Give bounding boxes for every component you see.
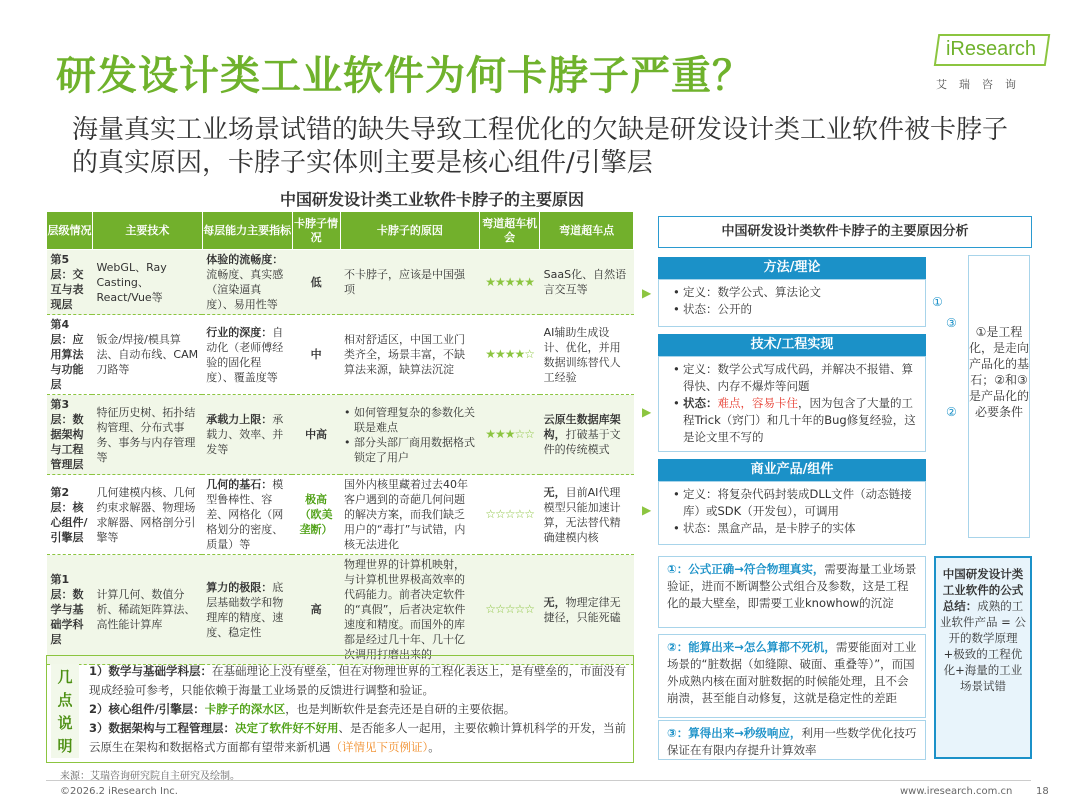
tech-state-highlight: 难点，容易卡住 bbox=[717, 396, 798, 410]
metric-title: 行业的深度： bbox=[206, 325, 273, 339]
metric-text: 自动化（老师傅经验的固化程度）、覆盖度等 bbox=[206, 325, 284, 384]
reason-cell: 相对舒适区，中国工业门类齐全，场景丰富，不缺算法来源，缺算法沉淀 bbox=[340, 315, 480, 395]
product-def: • 定义：将复杂代码封装成DLL文件（动态链接库）或SDK（开发包），可调用 bbox=[673, 486, 919, 520]
level-cell: 中 bbox=[292, 315, 340, 395]
metric-cell bbox=[202, 395, 292, 475]
reason-cell: 物理世界的计算机映射，与计算机世界极高效率的代码能力。前者决定软件的“真假”，后者决定软件速度和精度。而国外的库都是经过几十年、几十亿次调用打磨出来的 bbox=[340, 555, 480, 665]
note-1-head: 1）数学与基础学科层： bbox=[89, 664, 213, 678]
notes-label: 几点说明 bbox=[51, 664, 79, 758]
logo-subtext: 艾瑞咨询 bbox=[936, 78, 1028, 91]
col-header: 卡脖子的原因 bbox=[340, 212, 480, 250]
section-method-body bbox=[658, 279, 926, 327]
note-2-head: 2）核心组件/引擎层： bbox=[89, 702, 205, 716]
notes-box bbox=[46, 655, 634, 763]
note-3-body: 、是否能多人一起用，主要依赖计算机科学的开发，当前云原生在架构和数据格式方面都有望带来新机遇 bbox=[89, 721, 627, 754]
tech-def: • 定义：数学公式写成代码，并解决不报错、算得快、内存不爆炸等问题 bbox=[673, 361, 919, 395]
stars-rating: ★★★★☆ bbox=[480, 315, 540, 395]
col-header: 弯道超车机会 bbox=[480, 212, 540, 250]
layer-table bbox=[46, 211, 634, 665]
method-def: • 定义：数学公式、算法论文 bbox=[673, 284, 919, 301]
metric-text: 底层基础数学和物理库的精度、速度、稳定性 bbox=[206, 580, 284, 639]
section-product-title: 商业产品/组件 bbox=[658, 459, 926, 481]
analysis-heading: 中国研发设计类软件卡脖子的主要原因分析 bbox=[658, 216, 1032, 248]
section-tech-body bbox=[658, 356, 926, 452]
method-state: • 状态：公开的 bbox=[673, 301, 919, 318]
product-state: • 状态：黑盒产品，是卡脖子的实体 bbox=[673, 520, 919, 537]
note-3-link[interactable]: （详情见下页例证） bbox=[330, 740, 429, 754]
note-3-end: 。 bbox=[428, 740, 440, 754]
note-box-3-body: 利用一些数学优化技巧保证在有限内存提升计算效率 bbox=[667, 726, 917, 757]
circle-1-icon: ① bbox=[932, 295, 943, 309]
source-note: 来源：艾瑞咨询研究院自主研究及绘制。 bbox=[60, 771, 240, 782]
arrow-right-icon: ▶ bbox=[642, 405, 652, 419]
table-row bbox=[47, 315, 634, 395]
tech-cell: WebGL、Ray Casting、React/Vue等 bbox=[92, 250, 202, 315]
col-header: 卡脖子情况 bbox=[292, 212, 340, 250]
note-box-2-body: 需要能面对工业场景的“脏数据（如缝隙、破面、重叠等）”，而国外成熟内核在面对脏数据的时候能处理，且不会崩溃，甚至能自动修复，这就是稳定性的差距 bbox=[667, 640, 917, 705]
layer-cell: 第2层：核心组件/引擎层 bbox=[47, 475, 93, 555]
metric-cell bbox=[202, 250, 292, 315]
page-number: 18 bbox=[1036, 786, 1049, 797]
metric-title: 算力的极限： bbox=[206, 580, 273, 594]
formula-head: 中国研发设计类工业软件的公式总结： bbox=[942, 567, 1024, 613]
point-cell: AI辅助生成设计、优化，并用数据训练替代人工经验 bbox=[540, 315, 634, 395]
reason-bullet: • 部分头部厂商用数据格式锁定了用户 bbox=[344, 435, 476, 465]
col-header: 主要技术 bbox=[92, 212, 202, 250]
tech-cell: 计算几何、数值分析、稀疏矩阵算法、高性能计算库 bbox=[92, 555, 202, 665]
point-title: 无， bbox=[543, 485, 566, 499]
metric-cell bbox=[202, 475, 292, 555]
note-2-body: ，也是判断软件是套壳还是自研的主要依据。 bbox=[285, 702, 516, 716]
stars-rating: ☆☆☆☆☆ bbox=[480, 475, 540, 555]
table-row bbox=[47, 555, 634, 665]
stars-rating: ☆☆☆☆☆ bbox=[480, 555, 540, 665]
note-box-1-head: ①：公式正确→符合物理真实， bbox=[667, 562, 825, 576]
copyright-text: ©2026.2 iResearch Inc. bbox=[60, 786, 178, 797]
level-cell: 极高（欧美垄断） bbox=[292, 475, 340, 555]
point-text: 打破基于文件的传统模式 bbox=[543, 428, 621, 456]
reason-cell: 不卡脖子，应该是中国强项 bbox=[340, 250, 480, 315]
note-3-head: 3）数据架构与工程管理层： bbox=[89, 721, 236, 735]
metric-text: 流畅度、真实感（渲染逼真度）、易用性等 bbox=[206, 268, 284, 311]
iresearch-logo bbox=[926, 30, 1056, 100]
metric-text: 承载力、效率、并发等 bbox=[206, 413, 284, 456]
notes-text bbox=[89, 662, 629, 757]
section-tech-title: 技术/工程实现 bbox=[658, 334, 926, 356]
table-caption: 中国研发设计类工业软件卡脖子的主要原因 bbox=[280, 190, 585, 209]
table-row bbox=[47, 250, 634, 315]
note-box-3 bbox=[658, 720, 926, 760]
point-cell bbox=[540, 475, 634, 555]
page-title: 研发设计类工业软件为何卡脖子严重？ bbox=[56, 53, 753, 99]
level-cell: 低 bbox=[292, 250, 340, 315]
note-2-highlight: 卡脖子的深水区 bbox=[204, 702, 286, 716]
note-box-1 bbox=[658, 556, 926, 628]
reason-cell bbox=[340, 395, 480, 475]
tech-state-head: 状态： bbox=[683, 396, 718, 410]
tech-cell: 几何建模内核、几何约束求解器、物理场求解器、网格剖分引擎等 bbox=[92, 475, 202, 555]
tech-cell: 钣金/焊接/模具算法、自动布线、CAM刀路等 bbox=[92, 315, 202, 395]
formula-body: 成熟的工业软件产品 = 公开的数学原理+极致的工程优化+海量的工业场景试错 bbox=[940, 599, 1026, 693]
stars-rating: ★★★☆☆ bbox=[480, 395, 540, 475]
table-header-row bbox=[47, 212, 634, 250]
arrow-right-icon: ▶ bbox=[642, 286, 652, 300]
side-note-box: ①是工程化，是走向产品化的基石；②和③是产品化的必要条件 bbox=[968, 255, 1030, 538]
stars-rating: ★★★★★ bbox=[480, 250, 540, 315]
point-cell bbox=[540, 555, 634, 665]
point-cell bbox=[540, 395, 634, 475]
metric-title: 几何的基石： bbox=[206, 478, 273, 491]
metric-cell bbox=[202, 315, 292, 395]
point-text: 物理定律无捷径，只能死磕 bbox=[543, 595, 621, 624]
arrow-right-icon: ▶ bbox=[642, 503, 652, 517]
col-header: 每层能力主要指标 bbox=[202, 212, 292, 250]
col-header: 弯道超车点 bbox=[540, 212, 634, 250]
note-3-highlight: 决定了软件好不好用 bbox=[235, 721, 339, 735]
note-1 bbox=[89, 662, 629, 700]
note-box-3-head: ③：算得出来→秒级响应， bbox=[667, 726, 802, 740]
note-3 bbox=[89, 719, 629, 757]
layer-cell: 第1层：数学与基础学科层 bbox=[47, 555, 93, 665]
circle-2-icon: ② bbox=[946, 405, 957, 419]
note-2 bbox=[89, 700, 629, 719]
tech-state-text: ，因为包含了大量的工程Trick（窍门）和几十年的Bug修复经验，这是论文里不写的 bbox=[683, 396, 916, 444]
level-cell: 中高 bbox=[292, 395, 340, 475]
footer-divider bbox=[46, 780, 1031, 781]
metric-text: 模型鲁棒性、容差、网格化（网格划分的密度、质量）等 bbox=[206, 478, 284, 551]
note-box-2 bbox=[658, 634, 926, 718]
note-box-2-head: ②：能算出来→怎么算都不死机， bbox=[667, 640, 836, 654]
metric-cell bbox=[202, 555, 292, 665]
col-header: 层级情况 bbox=[47, 212, 93, 250]
formula-summary-box bbox=[934, 556, 1032, 759]
reason-bullet: • 如何管理复杂的参数化关联是难点 bbox=[344, 405, 476, 435]
section-product-body bbox=[658, 481, 926, 545]
table-row bbox=[47, 475, 634, 555]
layer-cell: 第5层：交互与表现层 bbox=[47, 250, 93, 315]
point-text: 目前AI代理模型只能加速计算，无法替代精确建模内核 bbox=[543, 485, 621, 544]
reason-cell: 国外内核里藏着过去40年客户遇到的奇葩几何问题的解决方案，而我们缺乏用户的“毒打”与试错，内核无法进化 bbox=[340, 475, 480, 555]
section-method-title: 方法/理论 bbox=[658, 257, 926, 279]
website-link[interactable]: www.iresearch.com.cn bbox=[900, 786, 1013, 797]
circle-3-icon: ③ bbox=[946, 316, 957, 330]
note-1-body: 在基础理论上没有壁垒，但在对物理世界的工程化表达上，是有壁垒的，市面没有现成经验可参考，只能依赖于海量工业场景的反馈进行调整和验证。 bbox=[89, 664, 627, 697]
logo-text: iResearch bbox=[945, 38, 1037, 60]
metric-title: 体验的流畅度： bbox=[206, 253, 284, 266]
page-subtitle: 海量真实工业场景试错的缺失导致工程优化的欠缺是研发设计类工业软件被卡脖子的真实原因，卡脖子实体则主要是核心组件/引擎层 bbox=[72, 115, 1009, 178]
tech-cell: 特征历史树、拓扑结构管理、分布式事务、事务与内存管理等 bbox=[92, 395, 202, 475]
metric-title: 承载力上限： bbox=[206, 413, 273, 426]
level-cell: 高 bbox=[292, 555, 340, 665]
layer-cell: 第3层：数据架构与工程管理层 bbox=[47, 395, 93, 475]
point-title: 无， bbox=[543, 595, 566, 609]
note-box-1-body: 需要海量工业场景验证，进而不断调整公式组合及参数，这是工程化的最大壁垒，即需要工业knowhow的沉淀 bbox=[667, 562, 917, 610]
point-cell: SaaS化、自然语言交互等 bbox=[540, 250, 634, 315]
table-row bbox=[47, 395, 634, 475]
tech-state bbox=[673, 395, 919, 446]
point-title: 云原生数据库架构， bbox=[543, 413, 621, 441]
layer-cell: 第4层：应用算法与功能层 bbox=[47, 315, 93, 395]
